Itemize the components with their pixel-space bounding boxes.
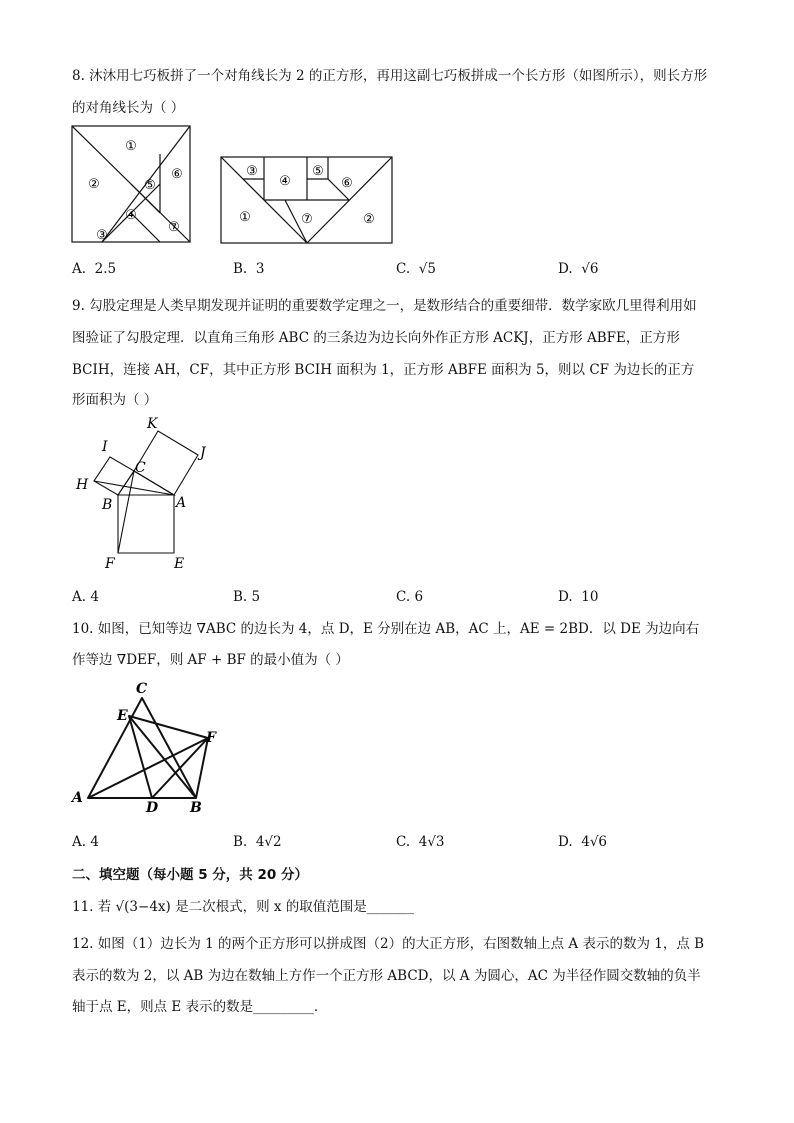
option-value: √5 [418,261,436,277]
figure-label-i: I [102,439,108,455]
tangram-label: ⑥ [171,167,183,182]
q9-stem-line4: 形面积为（ ） [72,392,158,408]
q8-option-a[interactable] [72,260,116,278]
q9-stem-line3: BCIH，连接 AH，CF，其中正方形 BCIH 面积为 1，正方形 ABFE 面积为 5，则以 CF 为边长的正方 [72,362,695,378]
option-letter: D. [558,261,573,277]
section-title: 二、填空题（每小题 5 分，共 20 分） [72,867,308,883]
option-value: 4√3 [418,834,445,850]
q8-stem-line2: 的对角线长为（ ） [72,100,185,116]
tangram-label: ④ [125,208,137,223]
figure-label-f: F [206,730,216,746]
option-letter: D. [558,834,573,850]
option-letter: B. [233,589,248,605]
tangram-label: ③ [96,228,108,243]
option-letter: C. [396,834,411,850]
figure-label-a: A [176,495,187,511]
figure-label-e: E [174,556,185,572]
tangram-label: ⑦ [301,212,313,227]
q10-triangle-figure [72,680,222,815]
q10-option-c[interactable] [396,833,445,851]
q8-tangram-rectangle-figure [221,157,393,245]
q12-stem-line3: 轴于点 E，则点 E 表示的数是_________． [72,999,328,1015]
option-value: 4 [90,589,99,605]
figure-label-d: D [146,800,159,816]
figure-label-a: A [72,790,83,806]
q12-stem-line2: 表示的数为 2，以 AB 为边在数轴上方作一个正方形 ABCD，以 A 为圆心，AC 为半径作圆交数轴的负半 [72,968,701,984]
q9-option-a[interactable] [72,588,99,606]
option-value: 6 [414,589,424,605]
q8-option-c[interactable] [396,260,436,278]
figure-label-b: B [102,497,113,513]
figure-label-c: C [135,460,146,476]
q11-stem: 11. 若 √(3−4x) 是二次根式，则 x 的取值范围是_______ [72,899,415,915]
q12-stem-line1: 12. 如图（1）边长为 1 的两个正方形可以拼成图（2）的大正方形，右图数轴上点 A 表示的数为 1，点 B [72,936,705,952]
q9-option-c[interactable] [396,588,423,606]
tangram-label: ④ [279,174,291,189]
option-value: 10 [581,589,599,605]
tangram-label: ⑥ [341,176,353,191]
q10-option-a[interactable] [72,833,99,851]
option-letter: C. [396,261,411,277]
option-value: 4√2 [255,834,282,850]
q9-option-b[interactable] [233,588,260,606]
tangram-label: ⑦ [168,220,180,235]
tangram-label: ⑤ [144,178,156,193]
q9-stem-line2: 图验证了勾股定理．以直角三角形 ABC 的三条边为边长向外作正方形 ACKJ，正方形 ABFE，正方形 [72,330,680,346]
figure-label-e: E [117,708,128,724]
option-letter: B. [233,834,248,850]
option-letter: C. [396,589,411,605]
tangram-label: ① [125,139,137,154]
option-value: 3 [255,261,265,277]
option-letter: A. [72,261,87,277]
q8-stem-line1: 8. 沐沐用七巧板拼了一个对角线长为 2 的正方形，再用这副七巧板拼成一个长方形（如图所示），则长方形 [72,68,708,84]
q10-option-b[interactable] [233,833,282,851]
option-letter: A. [72,834,87,850]
q10-stem-line1: 10. 如图，已知等边 ∇ABC 的边长为 4，点 D，E 分别在边 AB，AC 上，AE = 2BD．以 DE 为边向右 [72,621,700,637]
option-letter: A. [72,589,87,605]
option-value: √6 [581,261,599,277]
q9-pythagoras-figure [72,415,222,577]
option-letter: B. [233,261,248,277]
q9-option-d[interactable] [558,588,598,606]
q8-option-d[interactable] [558,260,598,278]
tangram-label: ⑤ [312,164,324,179]
figure-label-f: F [105,556,115,572]
q8-option-b[interactable] [233,260,264,278]
tangram-label: ② [88,177,100,192]
q10-stem-line2: 作等边 ∇DEF，则 AF + BF 的最小值为（ ） [72,652,349,668]
figure-label-h: H [76,477,89,493]
figure-label-k: K [147,416,158,432]
option-value: 4√6 [581,834,608,850]
figure-label-c: C [136,681,148,697]
tangram-label: ① [239,210,251,225]
tangram-label: ③ [246,164,258,179]
option-letter: D. [558,589,573,605]
q8-tangram-square-figure [72,126,192,244]
q10-option-d[interactable] [558,833,607,851]
tangram-label: ② [363,212,375,227]
option-value: 4 [90,834,99,850]
figure-label-b: B [190,800,202,816]
option-value: 2.5 [94,261,117,277]
q9-stem-line1: 9. 勾股定理是人类早期发现并证明的重要数学定理之一，是数形结合的重要细带．数学家欧几里得利用如 [72,298,697,314]
figure-label-j: J [200,445,206,461]
option-value: 5 [251,589,261,605]
